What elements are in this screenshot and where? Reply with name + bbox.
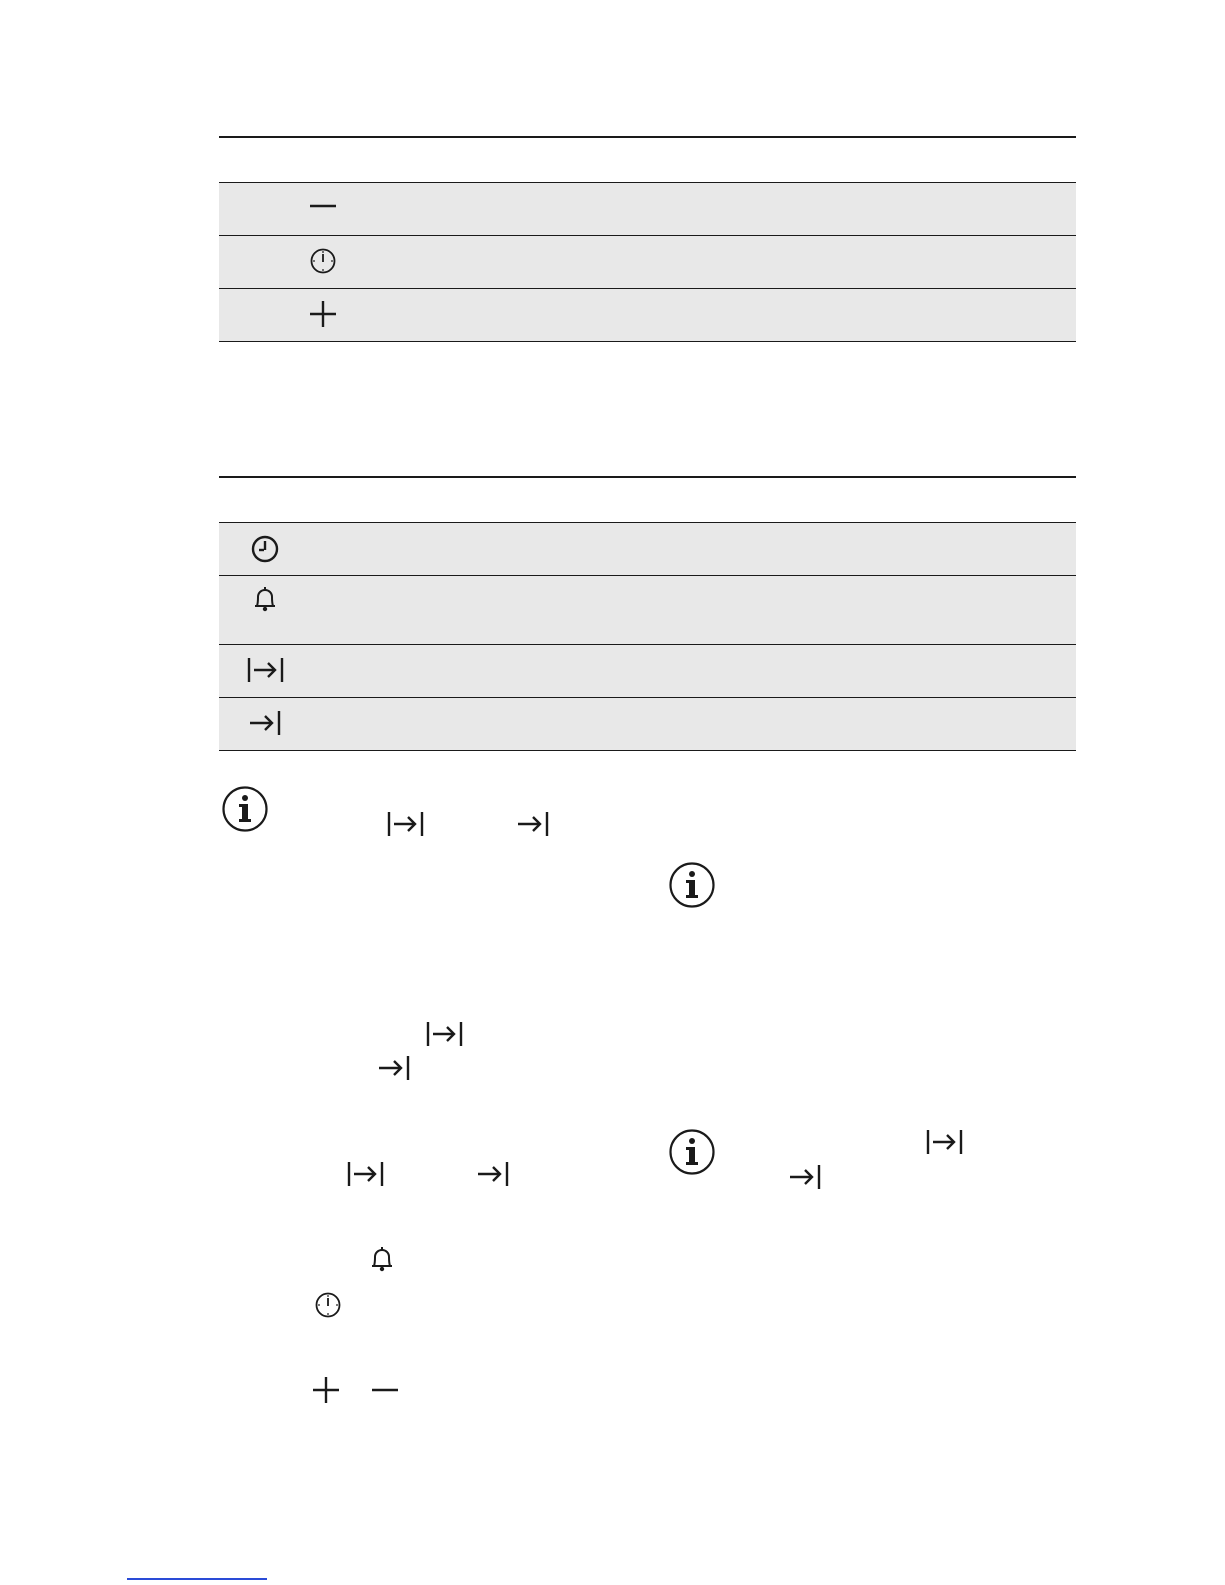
table-header bbox=[219, 136, 1076, 183]
clock-dial-icon bbox=[315, 1292, 341, 1318]
footer-link-underline bbox=[127, 1578, 267, 1580]
bell-icon bbox=[370, 1246, 394, 1274]
minus-icon bbox=[371, 1376, 399, 1404]
duration-icon bbox=[247, 656, 285, 684]
minus-icon bbox=[309, 195, 337, 223]
duration-icon bbox=[926, 1128, 964, 1156]
duration-icon bbox=[426, 1020, 464, 1048]
table-row bbox=[219, 289, 1076, 342]
end-time-icon bbox=[788, 1163, 822, 1191]
table-row bbox=[219, 523, 1076, 576]
table-row bbox=[219, 576, 1076, 645]
info-icon bbox=[669, 1129, 715, 1175]
plus-icon bbox=[312, 1376, 340, 1404]
end-time-icon bbox=[516, 810, 550, 838]
table-row bbox=[219, 698, 1076, 751]
duration-icon bbox=[347, 1160, 385, 1188]
table-row bbox=[219, 183, 1076, 236]
end-time-icon bbox=[377, 1054, 411, 1082]
info-icon bbox=[669, 862, 715, 908]
duration-icon bbox=[387, 810, 425, 838]
info-icon bbox=[222, 786, 268, 832]
end-time-icon bbox=[476, 1160, 510, 1188]
settings-table bbox=[219, 136, 1076, 342]
end-time-icon bbox=[248, 709, 282, 737]
clock-dial-icon bbox=[310, 248, 336, 274]
clock-functions-table bbox=[219, 476, 1076, 751]
table-row bbox=[219, 645, 1076, 698]
bell-icon bbox=[253, 586, 277, 614]
plus-icon bbox=[309, 300, 337, 328]
clock-icon bbox=[251, 535, 279, 563]
table-header bbox=[219, 476, 1076, 523]
table-row bbox=[219, 236, 1076, 289]
